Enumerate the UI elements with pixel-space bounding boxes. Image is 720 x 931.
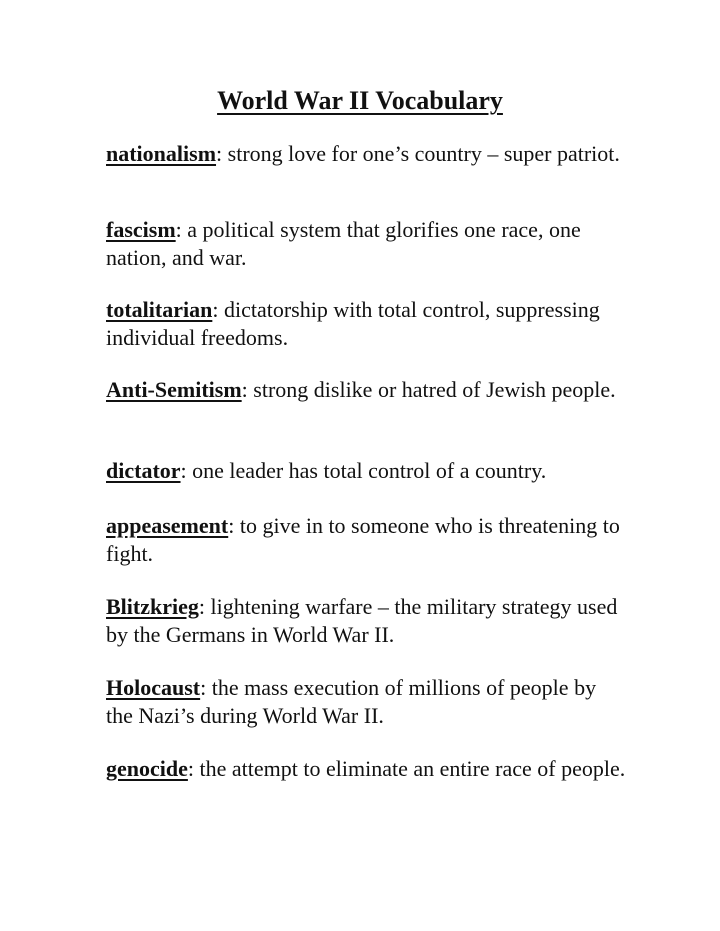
vocab-entry-totalitarian: totalitarian: dictatorship with total control, suppressing individual freedoms.	[106, 297, 600, 350]
vocab-term: dictator	[106, 458, 181, 483]
vocab-term: appeasement	[106, 513, 229, 538]
vocab-term: fascism	[106, 217, 176, 242]
page-title	[0, 84, 720, 118]
vocab-definition: one leader has total control of a country.	[186, 458, 547, 483]
vocab-definition: dictatorship with total control, suppressing individual freedoms.	[106, 297, 600, 350]
vocab-term: Holocaust	[106, 675, 201, 700]
page-title-text: World War II Vocabulary	[217, 86, 503, 115]
vocab-definition: strong love for one’s country – super patriot.	[222, 141, 620, 166]
vocab-term: totalitarian	[106, 297, 213, 322]
vocab-entry-appeasement: appeasement: to give in to someone who is threatening to fight.	[106, 513, 620, 566]
vocab-definition: strong dislike or hatred of Jewish people.	[247, 377, 616, 402]
vocab-entry-fascism: fascism: a political system that glorifies one race, one nation, and war.	[106, 217, 581, 270]
vocab-entry-nationalism: nationalism: strong love for one’s country – super patriot.	[106, 141, 620, 166]
vocab-definition: lightening warfare – the military strategy used by the Germans in World War II.	[106, 594, 618, 647]
vocab-definition: the attempt to eliminate an entire race of people.	[194, 756, 626, 781]
vocab-entry-blitzkrieg: Blitzkrieg: lightening warfare – the military strategy used by the Germans in World War II.	[106, 594, 618, 647]
vocab-term: nationalism	[106, 141, 217, 166]
vocab-entry-holocaust: Holocaust: the mass execution of millions of people by the Nazi’s during World War II.	[106, 675, 597, 728]
vocab-definition: a political system that glorifies one race, one nation, and war.	[106, 217, 581, 270]
vocab-entry-dictator: dictator: one leader has total control of a country.	[106, 458, 547, 483]
vocab-definition: the mass execution of millions of people by the Nazi’s during World War II.	[106, 675, 597, 728]
vocab-entry-anti-semitism: Anti-Semitism: strong dislike or hatred of Jewish people.	[106, 377, 616, 402]
vocab-definition: to give in to someone who is threatening to fight.	[106, 513, 620, 566]
vocab-term: Anti-Semitism	[106, 377, 242, 402]
vocab-term: Blitzkrieg	[106, 594, 199, 619]
vocab-entry-genocide: genocide: the attempt to eliminate an entire race of people.	[106, 756, 626, 781]
vocab-term: genocide	[106, 756, 188, 781]
